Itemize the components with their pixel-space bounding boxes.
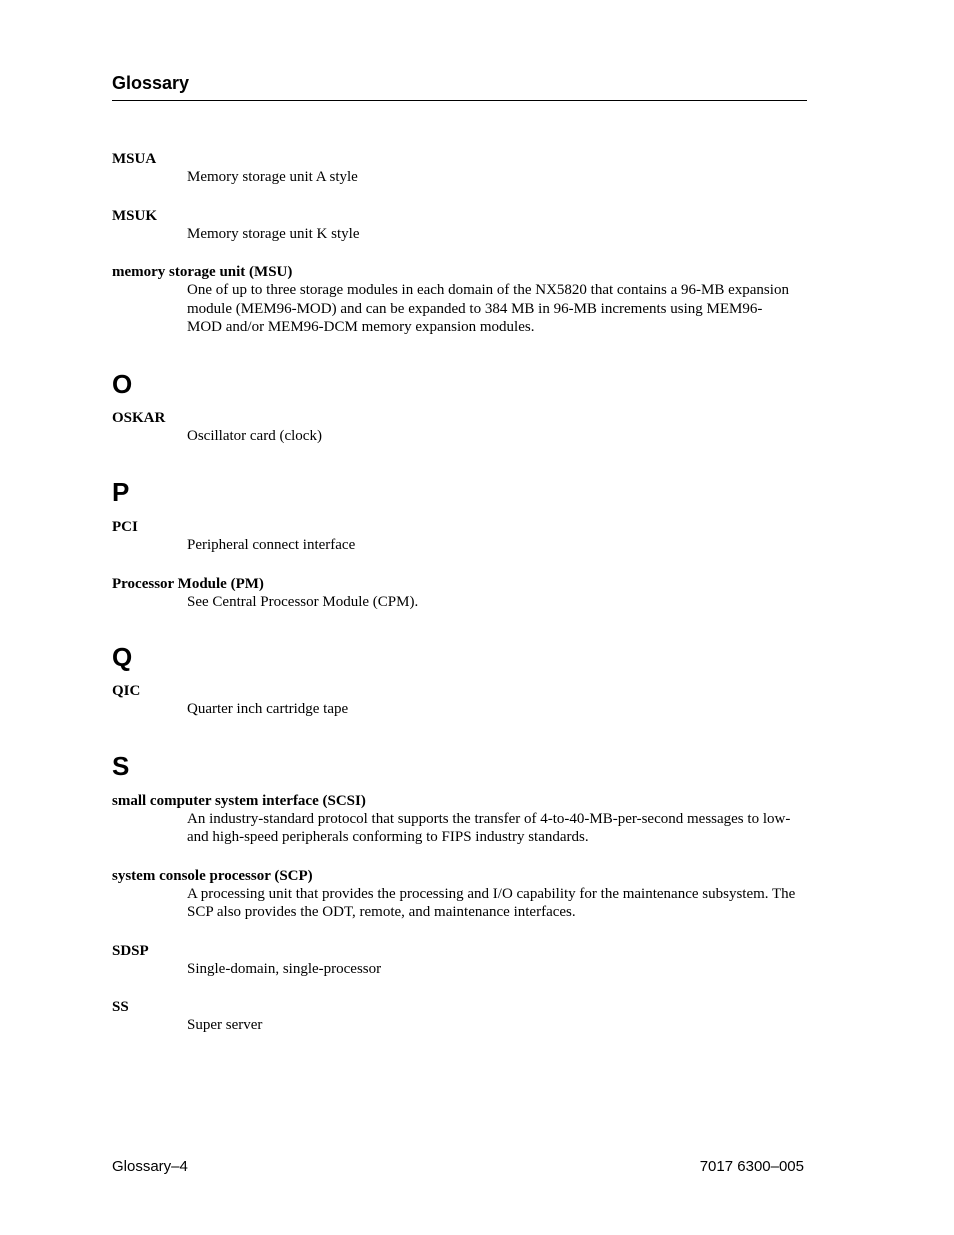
section-letter-heading: S (112, 750, 130, 781)
glossary-section-o (112, 369, 812, 446)
glossary-entry (112, 867, 812, 922)
glossary-definition: Memory storage unit K style (187, 225, 360, 242)
section-letter-heading: Q (112, 642, 133, 672)
glossary-definition: One of up to three storage modules in each domain of the NX5820 that contains a 96-MB expansion module (MEM96-MOD) and can be expanded to 384 MB in 96-MB increments using MEM96-MOD and/or MEM96-DCM memory expansion modules. (187, 282, 789, 335)
glossary-section-q (112, 642, 812, 719)
glossary-term: MSUA (112, 151, 157, 167)
glossary-term: system console processor (SCP) (112, 867, 313, 884)
glossary-entry (112, 518, 812, 555)
glossary-definition: Super server (187, 1017, 263, 1033)
footer-page-label: Glossary–4 (112, 1158, 188, 1175)
glossary-term: small computer system interface (SCSI) (112, 792, 366, 809)
glossary-definition: Oscillator card (clock) (187, 427, 322, 444)
section-letter-heading: P (112, 477, 130, 507)
glossary-section-p (112, 477, 812, 611)
glossary-term: MSUK (112, 207, 157, 224)
page-title: Glossary (112, 73, 190, 93)
glossary-entry (112, 575, 812, 612)
glossary-term: PCI (112, 519, 138, 535)
glossary-definition: An industry-standard protocol that supports the transfer of 4-to-40-MB-per-second messages to low- and high-speed peripherals conforming to FIPS industry standards. (187, 810, 791, 845)
glossary-definition: Peripheral connect interface (187, 537, 356, 553)
glossary-definition: Single-domain, single-processor (187, 960, 382, 977)
glossary-term: SDSP (112, 942, 149, 959)
glossary-entry (112, 263, 812, 337)
glossary-entry (112, 409, 812, 446)
glossary-term: Processor Module (PM) (112, 575, 264, 592)
glossary-section-m (112, 150, 812, 337)
glossary-entry (112, 998, 812, 1035)
glossary-definition: Memory storage unit A style (187, 169, 358, 185)
glossary-entry (112, 150, 812, 187)
glossary-entry (112, 792, 812, 847)
glossary-term: QIC (112, 683, 141, 699)
glossary-term: memory storage unit (MSU) (112, 264, 293, 280)
section-letter-heading: O (112, 368, 133, 399)
glossary-definition: A processing unit that provides the processing and I/O capability for the maintenance subsystem. The SCP also provides the ODT, remote, and maintenance interfaces. (187, 885, 796, 920)
glossary-definition: Quarter inch cartridge tape (187, 701, 349, 717)
glossary-entry (112, 207, 812, 244)
glossary-section-s (112, 751, 812, 1035)
page-header (112, 70, 807, 101)
glossary-content (112, 150, 812, 1055)
glossary-term: OSKAR (112, 409, 166, 426)
footer-doc-number: 7017 6300–005 (699, 1158, 804, 1175)
glossary-definition: See Central Processor Module (CPM). (187, 593, 419, 610)
glossary-term: SS (112, 999, 129, 1015)
glossary-entry (112, 682, 812, 719)
glossary-entry (112, 942, 812, 979)
